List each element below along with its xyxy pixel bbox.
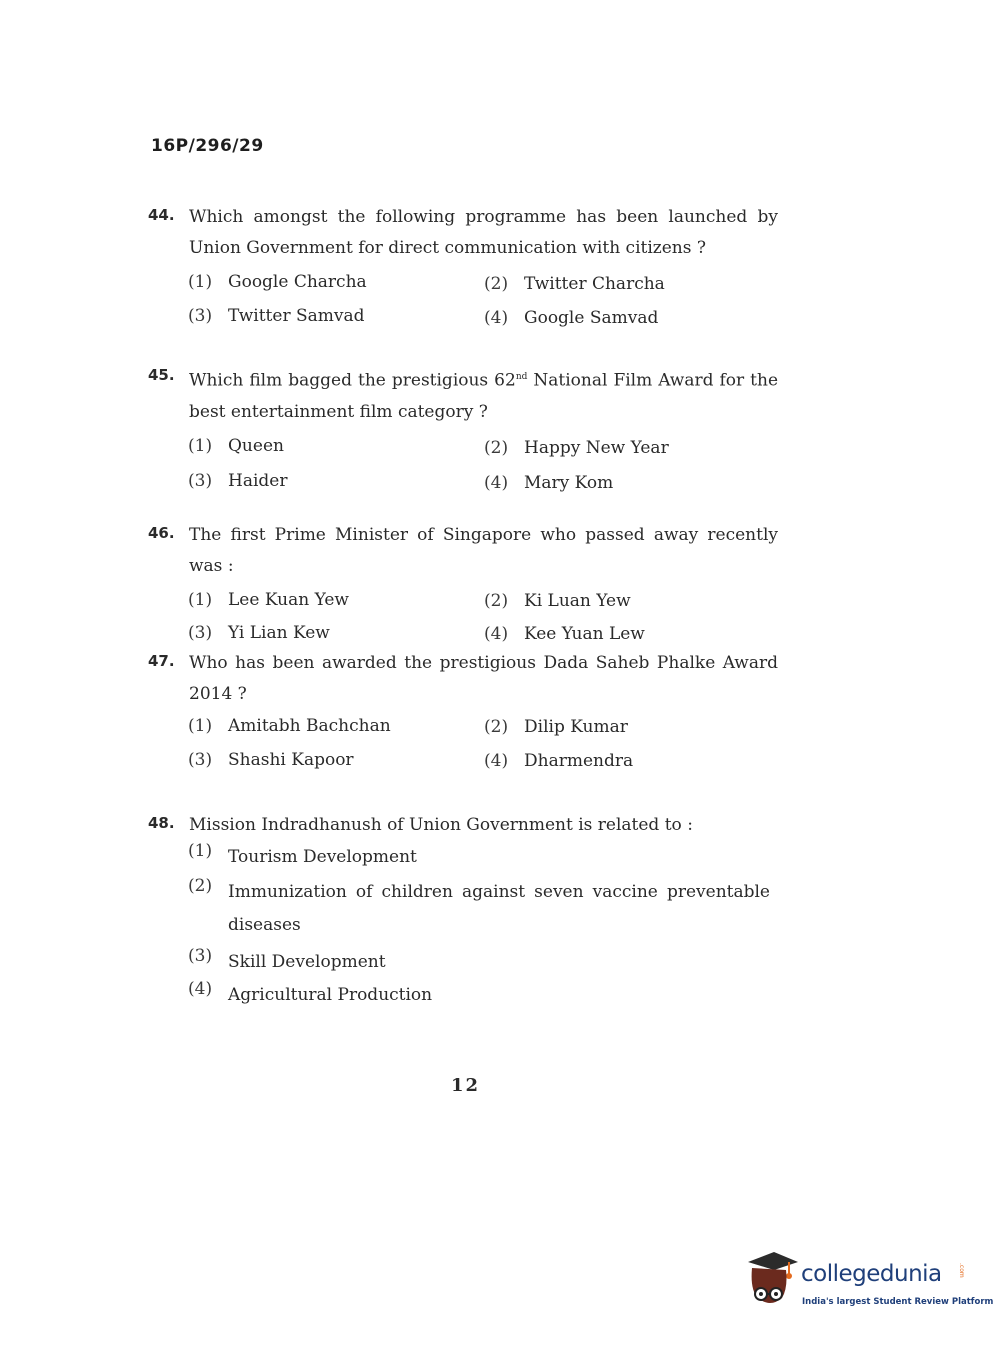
page-number: 12: [451, 1075, 481, 1096]
option-grid: [188, 584, 778, 654]
student-mascot-icon: [744, 1250, 798, 1310]
option: (1) Google Charcha: [188, 272, 367, 292]
question-text: Which amongst the following programme has been launched by Union Government for direct communication with citizens ?: [189, 207, 778, 258]
question-text: Who has been awarded the prestigious Dada Saheb Phalke Award 2014 ?: [189, 653, 778, 704]
question-text: The first Prime Minister of Singapore who passed away recently was :: [189, 525, 778, 576]
option: (1) Queen: [188, 435, 284, 456]
option: (3) Skill Development: [188, 946, 386, 972]
option: (4) Agricultural Production: [188, 979, 433, 1005]
option: (3) Haider: [188, 470, 288, 491]
option-grid: [188, 430, 778, 500]
option: (4) Google Samvad: [484, 308, 659, 328]
question-47: [148, 648, 778, 782]
option: (1) Amitabh Bachchan: [188, 716, 391, 736]
option: (3) Shashi Kapoor: [188, 750, 354, 770]
option: (1) Tourism Development: [188, 841, 417, 867]
option-list: [188, 841, 770, 1012]
question-number: 48.: [148, 814, 175, 832]
option: (4) Kee Yuan Lew: [484, 624, 645, 644]
question-number: 44.: [148, 206, 175, 224]
brand-tagline: India's largest Student Review Platform: [802, 1297, 994, 1307]
question-number: 45.: [148, 366, 175, 384]
brand-dotcom: .com: [958, 1263, 965, 1278]
option: (2) Dilip Kumar: [484, 717, 628, 737]
paper-code: 16P/296/29: [151, 136, 264, 156]
option: (4) Mary Kom: [484, 472, 614, 493]
option-grid: [188, 712, 778, 782]
option: (3) Yi Lian Kew: [188, 623, 330, 643]
question-number: 46.: [148, 524, 175, 542]
option: (4) Dharmendra: [484, 751, 634, 771]
collegedunia-logo[interactable]: [744, 1250, 994, 1316]
question-text: Which film bagged the prestigious 62nd National Film Award for the best entertainment film category ?: [189, 370, 778, 422]
option: (2) Happy New Year: [484, 437, 669, 458]
question-45: [148, 362, 778, 500]
superscript: nd: [515, 372, 528, 382]
option: (3) Twitter Samvad: [188, 306, 365, 326]
question-46: [148, 520, 778, 654]
option-grid: [188, 266, 778, 336]
question-44: [148, 202, 778, 336]
option: (1) Lee Kuan Yew: [188, 590, 349, 610]
question-48: [148, 810, 778, 1012]
question-number: 47.: [148, 652, 175, 670]
brand-name: collegedunia: [801, 1261, 942, 1287]
question-text: Mission Indradhanush of Union Government is related to :: [189, 815, 693, 835]
option: (2) Immunization of children against seven vaccine preventable diseases: [188, 876, 770, 935]
option: (2) Ki Luan Yew: [484, 591, 631, 611]
option: (2) Twitter Charcha: [484, 274, 665, 294]
